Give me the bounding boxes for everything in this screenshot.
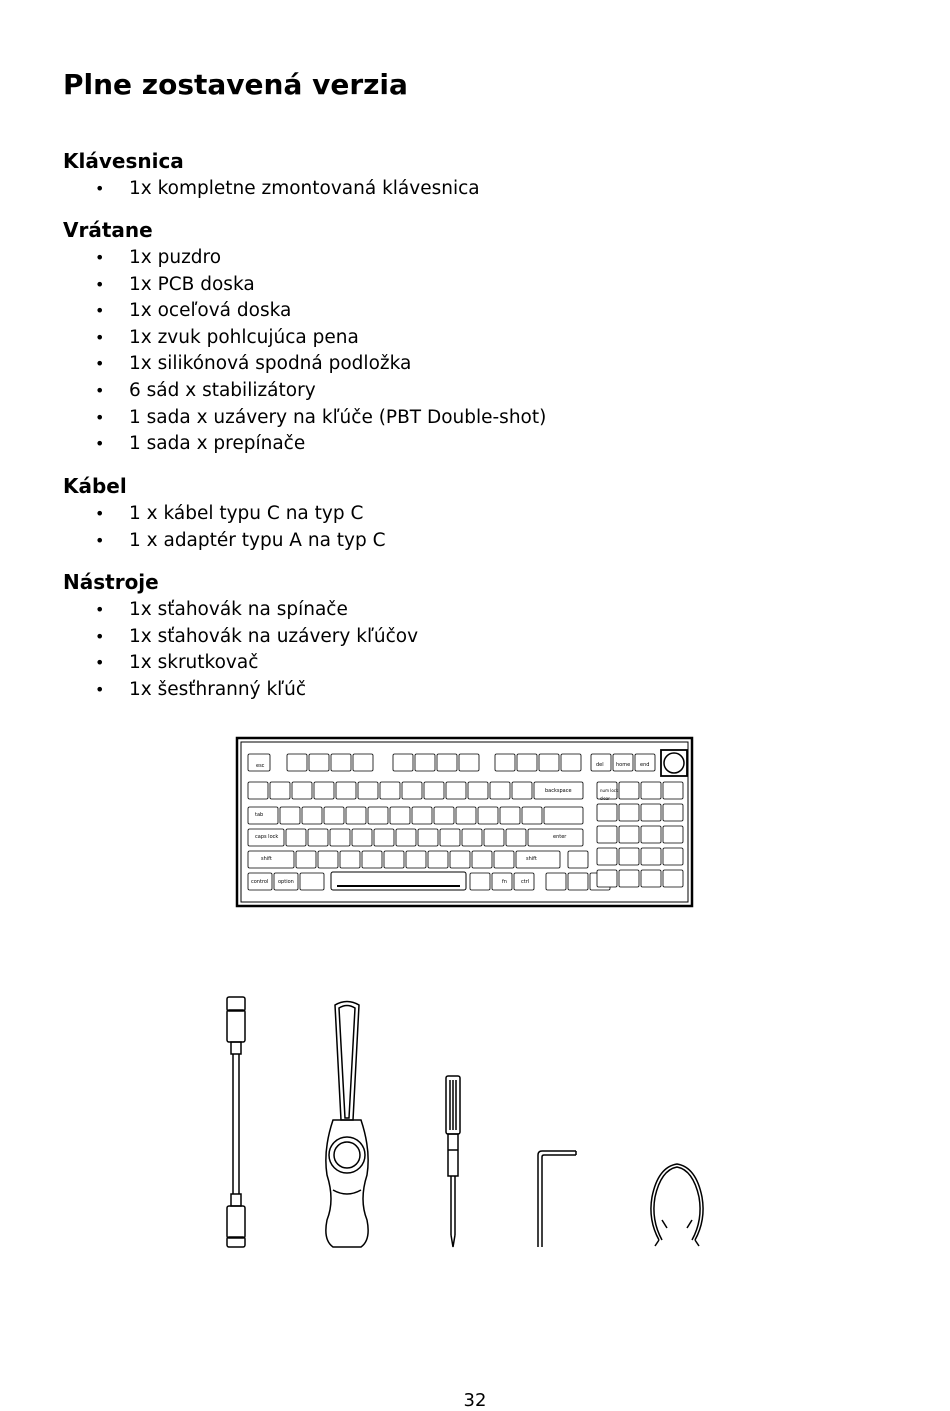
keyboard-key — [368, 807, 388, 824]
list-item-text: 1 x adaptér typu A na typ C — [129, 529, 386, 551]
screwdriver-icon — [446, 1076, 460, 1247]
keyboard-key — [292, 782, 312, 799]
list-item-text: 1x puzdro — [129, 247, 222, 268]
package-contents-illustration — [215, 720, 735, 1265]
bullet-icon: • — [95, 530, 105, 550]
keyboard-key — [663, 782, 683, 799]
list-item-text: 1x zvuk pohlcujúca pena — [129, 326, 359, 348]
keyboard-key — [641, 782, 661, 799]
keyboard-key — [470, 873, 490, 890]
key-home: home — [616, 762, 631, 768]
bullet-icon: • — [95, 653, 105, 673]
bullet-icon: • — [95, 274, 105, 294]
list-item — [0, 431, 546, 458]
keyboard-key — [286, 829, 306, 846]
list-klavesnica — [0, 176, 480, 203]
keyboard-key — [393, 754, 413, 771]
key-caps-lock: caps lock — [255, 834, 279, 840]
keyboard-key — [544, 807, 583, 824]
bullet-icon: • — [95, 179, 105, 198]
keyboard-key — [270, 782, 290, 799]
bullet-icon: • — [95, 679, 105, 699]
key-shift-left: shift — [261, 856, 272, 862]
list-item-text: 1x skrutkovač — [129, 652, 259, 674]
keyboard-key — [663, 826, 683, 843]
keyboard-key — [619, 870, 639, 887]
keyboard-key — [484, 829, 504, 846]
keyboard-key — [302, 807, 322, 824]
keyboard-key — [352, 829, 372, 846]
page-title: Plne zostavená verzia — [63, 68, 408, 101]
page-number: 32 — [463, 1390, 487, 1411]
keyboard-key — [568, 851, 588, 868]
bullet-icon: • — [95, 407, 105, 427]
keyboard-key — [314, 782, 334, 799]
keyboard-key — [280, 807, 300, 824]
key-control: control — [251, 879, 269, 885]
bullet-icon: • — [95, 434, 105, 454]
keyboard-key — [300, 873, 324, 890]
list-item — [0, 650, 418, 677]
section-heading-kabel: Kábel — [63, 474, 127, 498]
keyboard-key — [619, 804, 639, 821]
bullet-icon: • — [95, 301, 105, 321]
list-item — [0, 624, 418, 651]
keyboard-key — [568, 873, 588, 890]
keyboard-key — [248, 782, 268, 799]
keyboard-key — [296, 851, 316, 868]
keyboard-key — [597, 848, 617, 865]
keyboard-key — [478, 807, 498, 824]
key-fn: fn — [502, 879, 507, 885]
key-end: end — [640, 762, 650, 768]
knob-icon — [664, 753, 684, 773]
keyboard-key — [495, 754, 515, 771]
keyboard-key — [446, 782, 466, 799]
keyboard-key — [336, 782, 356, 799]
keyboard-key — [663, 848, 683, 865]
list-kabel — [0, 501, 386, 554]
keyboard-key — [517, 754, 537, 771]
keyboard-key — [522, 807, 542, 824]
keyboard-key — [406, 851, 426, 868]
keyboard-key — [390, 807, 410, 824]
keyboard-key — [597, 870, 617, 887]
list-item — [0, 351, 546, 378]
keyboard-key — [450, 851, 470, 868]
list-item-text: 1x sťahovák na spínače — [129, 599, 348, 620]
keyboard-key — [641, 804, 661, 821]
list-item-text: 1x silikónová spodná podložka — [129, 353, 412, 375]
keyboard-key — [402, 782, 422, 799]
list-item-text: 1x šesťhranný kľúč — [129, 678, 307, 700]
list-item — [0, 325, 546, 352]
keyboard-key — [516, 851, 560, 868]
list-item — [0, 272, 546, 299]
keyboard-key — [309, 754, 329, 771]
keyboard-key — [459, 754, 479, 771]
spacebar-key — [331, 872, 466, 890]
keyboard-key — [287, 754, 307, 771]
keyboard-key — [561, 754, 581, 771]
keyboard-key — [539, 754, 559, 771]
key-num-lock: num lock — [600, 788, 619, 793]
keyboard-key — [358, 782, 378, 799]
bullet-icon: • — [95, 380, 105, 400]
keyboard-key — [440, 829, 460, 846]
list-item — [0, 501, 386, 528]
list-item-text: 1x sťahovák na uzávery kľúčov — [129, 625, 419, 647]
keyboard-key — [308, 829, 328, 846]
keyboard-key — [437, 754, 457, 771]
keyboard-key — [424, 782, 444, 799]
keyboard-key — [434, 807, 454, 824]
list-item-text: 1 sada x uzávery na kľúče (PBT Double-shot) — [129, 406, 547, 428]
keyboard-key — [506, 829, 526, 846]
keyboard-key — [418, 829, 438, 846]
keyboard-key — [346, 807, 366, 824]
bullet-icon: • — [95, 354, 105, 374]
keyboard-key — [597, 804, 617, 821]
keyboard-key — [546, 873, 566, 890]
keyboard-key — [641, 848, 661, 865]
keyboard-key — [500, 807, 520, 824]
bullet-icon: • — [95, 327, 105, 347]
keyboard-key — [641, 870, 661, 887]
keyboard-key — [330, 829, 350, 846]
keyboard-key — [362, 851, 382, 868]
list-item-text: 6 sád x stabilizátory — [129, 379, 316, 401]
list-item — [0, 597, 418, 624]
section-heading-klavesnica: Klávesnica — [63, 149, 184, 173]
keycap-puller-icon — [651, 1164, 703, 1246]
keyboard-key — [396, 829, 416, 846]
keyboard-key — [641, 826, 661, 843]
keyboard-key — [340, 851, 360, 868]
list-item — [0, 405, 546, 432]
cable-icon — [227, 997, 245, 1247]
key-clear: clear — [600, 796, 610, 801]
list-item — [0, 298, 546, 325]
keyboard-key — [462, 829, 482, 846]
key-shift-right: shift — [526, 856, 537, 862]
keyboard-key — [663, 870, 683, 887]
list-item — [0, 677, 418, 704]
list-item — [0, 378, 546, 405]
key-backspace: backspace — [545, 788, 572, 794]
bullet-icon: • — [95, 504, 105, 523]
keyboard-key — [353, 754, 373, 771]
key-tab: tab — [255, 812, 264, 818]
keyboard-key — [412, 807, 432, 824]
keyboard-key — [456, 807, 476, 824]
keyboard-key — [415, 754, 435, 771]
keyboard-key — [374, 829, 394, 846]
key-ctrl: ctrl — [521, 879, 530, 885]
key-enter: enter — [553, 834, 567, 840]
switch-puller-icon — [326, 1002, 368, 1248]
keyboard-key — [619, 826, 639, 843]
list-item-text: 1 sada x prepínače — [129, 433, 306, 455]
hex-key-icon — [538, 1151, 576, 1247]
keyboard-icon — [237, 738, 692, 906]
key-del: del — [596, 762, 604, 768]
keyboard-key — [428, 851, 448, 868]
list-item — [0, 528, 386, 555]
key-esc: esc — [256, 763, 265, 769]
bullet-icon: • — [95, 626, 105, 646]
list-vratane — [0, 245, 546, 458]
bullet-icon: • — [95, 248, 105, 267]
bullet-icon: • — [95, 600, 105, 619]
keyboard-key — [318, 851, 338, 868]
section-heading-nastroje: Nástroje — [63, 570, 159, 594]
keyboard-key — [324, 807, 344, 824]
list-item-text: 1x kompletne zmontovaná klávesnica — [129, 178, 480, 199]
keyboard-key — [331, 754, 351, 771]
keyboard-key — [597, 826, 617, 843]
list-item-text: 1 x kábel typu C na typ C — [129, 503, 364, 524]
list-item-text: 1x oceľová doska — [129, 300, 292, 322]
keyboard-key — [619, 782, 639, 799]
keyboard-key — [380, 782, 400, 799]
section-heading-vratane: Vrátane — [63, 218, 153, 242]
illustration-svg — [215, 720, 735, 1265]
list-item — [0, 245, 546, 272]
keyboard-key — [468, 782, 488, 799]
keyboard-key — [663, 804, 683, 821]
keyboard-key — [472, 851, 492, 868]
keyboard-key — [494, 851, 514, 868]
list-nastroje — [0, 597, 418, 703]
list-item — [0, 176, 480, 203]
keyboard-key — [384, 851, 404, 868]
keyboard-key — [512, 782, 532, 799]
keyboard-key — [619, 848, 639, 865]
keyboard-key — [490, 782, 510, 799]
key-option: option — [278, 879, 294, 885]
list-item-text: 1x PCB doska — [129, 273, 255, 295]
